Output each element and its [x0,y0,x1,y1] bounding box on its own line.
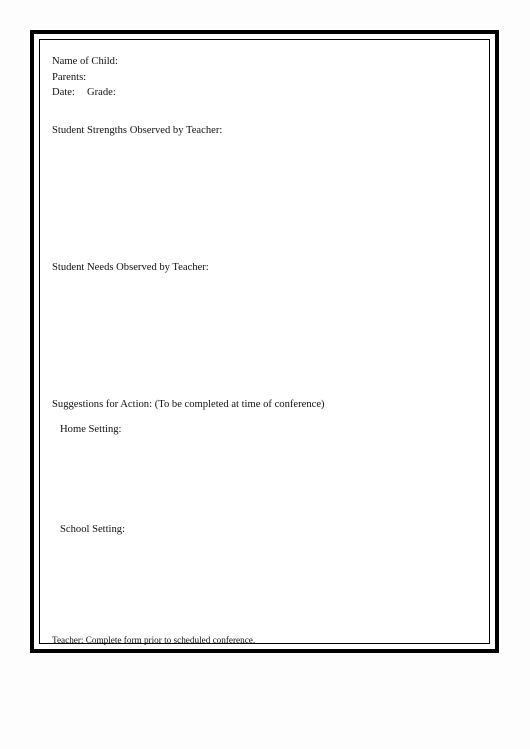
footer-note: Teacher: Complete form prior to scheduled conference. [52,635,256,645]
needs-section-heading: Student Needs Observed by Teacher: [52,262,209,273]
name-of-child-label: Name of Child: [52,56,118,67]
date-label: Date: [52,87,75,98]
home-setting-label: Home Setting: [60,424,122,435]
parents-label: Parents: [52,72,87,83]
school-setting-label: School Setting: [60,524,126,535]
suggestions-section-heading: Suggestions for Action: (To be completed at time of conference) [52,399,325,410]
date-grade-row [52,86,116,99]
form-outer-border [30,30,499,653]
strengths-section-heading: Student Strengths Observed by Teacher: [52,125,223,136]
grade-label: Grade: [86,87,116,98]
